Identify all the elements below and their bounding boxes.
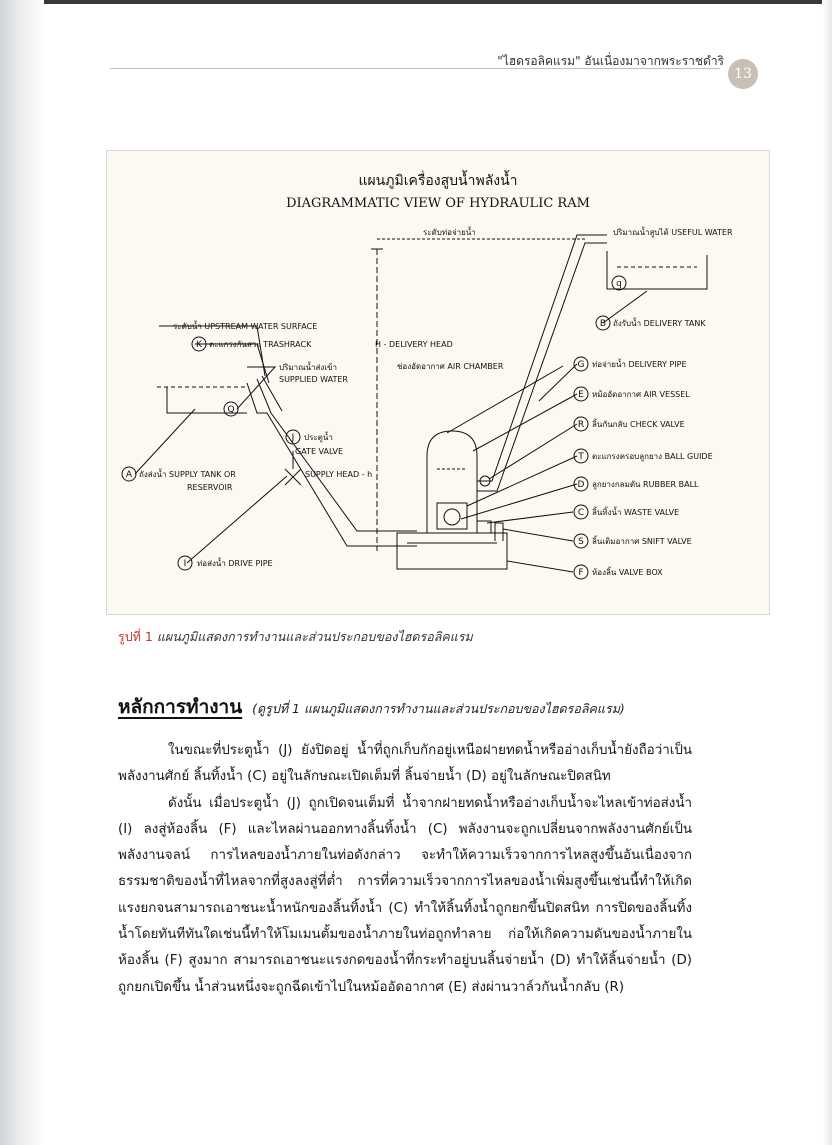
label-supply-tank-th: ถังส่งน้ำ SUPPLY TANK OR — [139, 470, 236, 479]
running-head: "ไฮดรอลิคแรม" อันเนื่องมาจากพระราชดำริ — [497, 54, 724, 68]
letter-g: G — [577, 360, 585, 370]
body-text — [118, 738, 692, 1001]
label-snift-valve: ลิ้นเติมอากาศ SNIFT VALVE — [592, 537, 692, 546]
label-supplied-water-th: ปริมาณน้ำส่งเข้า — [279, 363, 338, 372]
letter-q-upper: q — [616, 279, 622, 289]
label-supply-tank-en: RESERVOIR — [187, 483, 233, 492]
air-vessel — [427, 431, 477, 533]
drive-pipe-lower — [247, 383, 417, 546]
leader-air-chamber — [447, 366, 563, 433]
letter-j: J — [291, 433, 295, 443]
leader-trashrack — [195, 344, 269, 383]
delivery-pipe-outer — [477, 235, 607, 481]
letter-q-lower: Q — [227, 405, 235, 415]
label-delivery-level: ระดับท่อจ่ายน้ำ — [423, 228, 476, 237]
reservoir-bed — [167, 387, 247, 413]
leader-waste-valve — [487, 512, 573, 523]
leader-snift-valve — [503, 529, 573, 541]
leader-delivery-pipe — [539, 364, 577, 401]
letter-r: R — [577, 420, 585, 430]
letter-d: D — [577, 480, 585, 490]
delivery-tank — [607, 251, 707, 289]
leader-supply-tank — [135, 409, 195, 474]
letter-t: T — [578, 452, 584, 462]
section-header — [118, 692, 728, 722]
figure-caption-label: รูปที่ 1 — [118, 629, 153, 644]
label-valve-box: ห้องลิ้น VALVE BOX — [592, 568, 663, 577]
snift-valve — [495, 523, 503, 541]
diagram-title-en: DIAGRAMMATIC VIEW OF HYDRAULIC RAM — [286, 196, 590, 211]
label-air-chamber: ช่องอัดอากาศ AIR CHAMBER — [397, 362, 504, 371]
section-reference: (ดูรูปที่ 1 แผนภูมิแสดงการทำงานและส่วนประกอบของไฮดรอลิคแรม) — [252, 701, 625, 716]
diagram-title-th: แผนภูมิเครื่องสูบน้ำพลังน้ำ — [358, 173, 518, 189]
header-rule — [110, 68, 720, 69]
label-gate-valve-th: ประตูน้ำ — [304, 433, 333, 442]
section-heading: หลักการทำงาน — [118, 696, 243, 718]
label-rubber-ball: ลูกยางกลมตัน RUBBER BALL — [592, 480, 699, 489]
letter-s: S — [578, 537, 584, 547]
letter-i: I — [183, 559, 187, 569]
letter-a: A — [125, 470, 133, 480]
label-delivery-head: H - DELIVERY HEAD — [375, 340, 453, 349]
label-trashrack: ตะแกรงกันสวะ TRASHRACK — [209, 340, 312, 349]
leader-air-vessel — [473, 394, 577, 451]
label-air-vessel: หม้ออัดอากาศ AIR VESSEL — [592, 390, 690, 399]
label-check-valve: ลิ้นกันกลับ CHECK VALVE — [592, 420, 685, 429]
diagram-svg — [107, 151, 769, 614]
label-ball-guide: ตะแกรงครอบลูกยาง BALL GUIDE — [592, 452, 713, 461]
figure-caption — [118, 627, 473, 647]
label-delivery-pipe: ท่อจ่ายน้ำ DELIVERY PIPE — [592, 360, 687, 369]
leader-upstream — [159, 326, 265, 376]
rubber-ball — [444, 509, 460, 525]
scan-top-edge — [0, 0, 832, 4]
hydraulic-ram-diagram — [106, 150, 770, 615]
letter-c: C — [577, 508, 585, 518]
label-gate-valve-en: GATE VALVE — [295, 447, 344, 456]
letter-e: E — [578, 390, 584, 400]
label-waste-valve: ลิ้นทิ้งน้ำ WASTE VALVE — [592, 508, 680, 517]
label-drive-pipe: ท่อส่งน้ำ DRIVE PIPE — [197, 559, 273, 568]
label-delivery-tank: ถังรับน้ำ DELIVERY TANK — [613, 319, 706, 328]
figure-caption-text: แผนภูมิแสดงการทำงานและส่วนประกอบของไฮดรอลิคแรม — [156, 629, 473, 644]
letter-k: K — [196, 340, 202, 350]
valve-box — [397, 533, 507, 569]
leader-valve-box — [507, 561, 573, 572]
letter-f: F — [578, 568, 584, 578]
label-useful-water: ปริมาณน้ำสูบได้ USEFUL WATER — [613, 228, 733, 237]
paragraph-2: ดังนั้น เมื่อประตูน้ำ (J) ถูกเปิดจนเต็มที่ น้ำจากฝายทดน้ำหรืออ่างเก็บน้ำจะไหลเข้าท่อส่งน้ำ (I) ลงสู่ห้องลิ้น (F) และไหลผ่านออกทางลิ้นทิ้งน้ำ (C) พลังงานจะถูกเปลี่ยนจากพลังงานศักย์เป็นพลังงานจลน์ การไหลของน้ำภายในท่อดังกล่าว จะทำให้ความเร็วจากการไหลสูงขึ้นอันเนื่องจากธรรมชาติของน้ำที่ไหลจากที่สูงลงสู่ที่ต่ำ การที่ความเร็วจากการไหลของน้ำเพิ่มสูงขึ้นเช่นนี้ทำให้เกิดแรงยกจนสามารถเอาชนะน้ำหนักของลิ้นทิ้งน้ำ (C) ทำให้ลิ้นทิ้งน้ำถูกยกขึ้นปิดสนิท การปิดของลิ้นทิ้งน้ำโดยทันทีทันใดเช่นนี้ทำให้โมเมนตั้มของน้ำภายในท่อถูกทำลาย ก่อให้เกิดความดันของน้ำภายในห้องลิ้น (F) สูงมาก สามารถเอาชนะแรงกดของน้ำที่กระทำอยู่บนลิ้นจ่ายน้ำ (D) ทำให้ลิ้นจ่ายน้ำ (D) ถูกยกเปิดขึ้น น้ำส่วนหนึ่งจะถูกฉีดเข้าไปในหม้ออัดอากาศ (E) ส่งผ่านวาล์วกันน้ำกลับ (R) — [118, 795, 692, 995]
label-supply-head: SUPPLY HEAD - h — [305, 470, 373, 479]
letter-b: B — [599, 319, 607, 329]
scan-right-edge — [822, 0, 832, 1145]
label-supplied-water-en: SUPPLIED WATER — [279, 375, 348, 384]
page-binding-shadow — [0, 0, 44, 1145]
page-number: 13 — [728, 59, 758, 89]
label-upstream: ระดับน้ำ UPSTREAM WATER SURFACE — [173, 322, 318, 331]
paragraph-1: ในขณะที่ประตูน้ำ (J) ยังปิดอยู่ น้ำที่ถูกเก็บกักอยู่เหนือฝายทดน้ำหรืออ่างเก็บน้ำยังถือว่าเป็นพลังงานศักย์ ลิ้นทิ้งน้ำ (C) อยู่ในลักษณะเปิดเต็มที่ ลิ้นจ่ายน้ำ (D) อยู่ในลักษณะปิดสนิท — [118, 743, 692, 785]
